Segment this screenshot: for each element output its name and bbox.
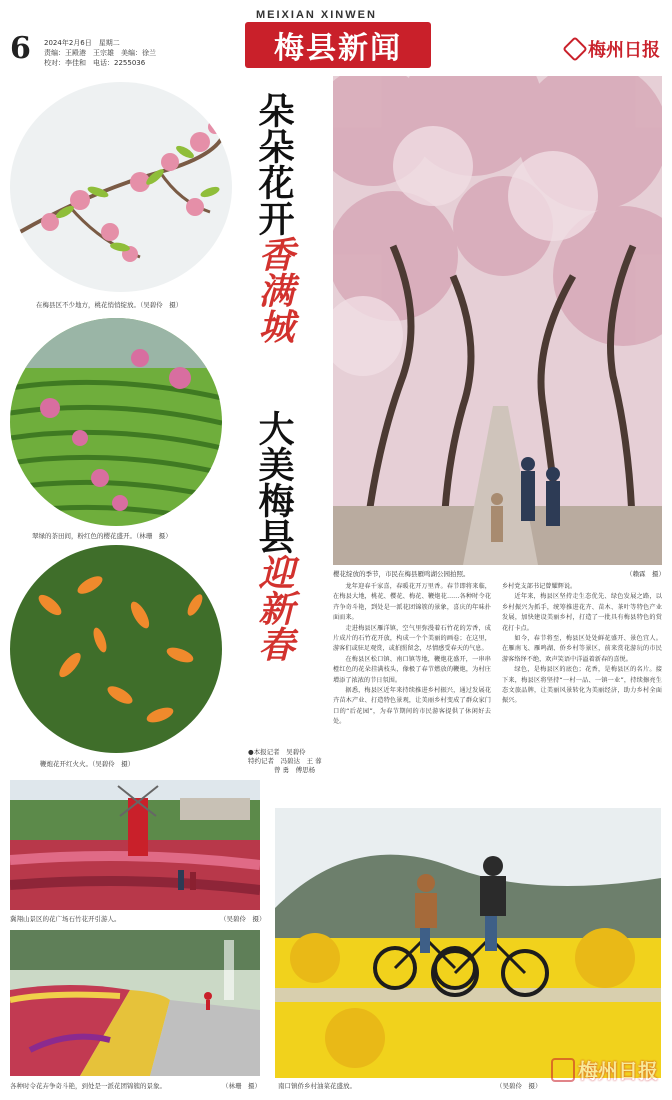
- firecracker-flower-caption: 鞭炮花开红火火。（吴碧伶 摄）: [40, 760, 135, 768]
- cherry-blossom-main-photo: [333, 76, 662, 565]
- article-paragraph: 近年来，梅县区坚持走生态优先、绿色发展之路，以乡村振兴为抓手，统筹推进花卉、苗木、茶叶等特色产业发展，加快建设美丽乡村，打造了一批具有梅县特色的赏花打卡点。: [502, 593, 662, 632]
- main-photo-credit: （赖霖 摄）: [626, 570, 665, 578]
- rapeseed-cyclists-photo: [275, 808, 661, 1078]
- rapeseed-photo-credit: （吴碧伶 摄）: [496, 1082, 542, 1090]
- byline-line-2: 特约记者 冯碧达 王 蓉: [248, 757, 322, 765]
- flower-beds-photo: [10, 930, 260, 1076]
- watermark-logo-icon: [551, 1058, 575, 1082]
- page-number: 6: [10, 31, 31, 66]
- windmill-flower-square-photo: [10, 780, 260, 910]
- flower-beds-image: [10, 930, 260, 1076]
- paper-name: 梅州日报: [588, 40, 660, 61]
- tea-field-caption: 翠绿的茶田间，粉红色的樱花盛开。（林珊 摄）: [32, 532, 172, 540]
- flower-beds-credit: （林珊 摄）: [222, 1082, 261, 1090]
- flower-beds-caption: 各种时令花卉争奇斗艳，到处是一派花团锦簇的景象。: [10, 1082, 166, 1090]
- main-photo-caption: 樱花绽放的季节，市民在梅县雁鸣湖公园拍照。: [333, 570, 470, 578]
- firecracker-flower-image: [10, 545, 222, 753]
- headline-part2-black: 大美梅县: [253, 410, 295, 554]
- editor-line: 责编：王殿港 王宗雄 美编：徐兰: [44, 49, 156, 57]
- proof-line: 校对：李佳和 电话：2255036: [44, 59, 146, 67]
- article-paragraph: 走进梅县区雁洋镇，空气里弥漫着石竹花的芳香，成片成片的石竹花开放，构成一个个美丽的画卷；在这里，游客们或驻足观赏，或拍照留念，尽情感受春天的气息。: [333, 624, 491, 653]
- section-title: 梅县新闻: [274, 31, 402, 66]
- rapeseed-photo-caption: 南口镇侨乡村油菜花盛放。: [278, 1082, 356, 1090]
- headline-part1: [252, 92, 296, 344]
- byline-line-3: 曾 勇 傅思杨: [274, 766, 316, 774]
- article-column-2: [502, 582, 662, 792]
- article-byline: [248, 748, 322, 775]
- newspaper-logo-icon: [562, 36, 587, 61]
- article-column-1: [333, 582, 491, 770]
- section-banner: [245, 22, 431, 68]
- headline-part2-red: 迎新春: [253, 554, 295, 662]
- article-paragraph: 乡村党支部书记曾耀辉说。: [502, 583, 577, 590]
- windmill-photo-caption: 冀翔山景区的花广场石竹花开引游人。: [10, 915, 121, 923]
- section-pinyin: MEIXIAN XINWEN: [256, 9, 377, 21]
- headline-part2: [252, 410, 296, 662]
- date-line: 2024年2月6日 星期二: [44, 39, 120, 47]
- masthead: [566, 36, 660, 62]
- cherry-blossom-main-image: [333, 76, 662, 565]
- peach-blossom-caption: 在梅县区不少地方，桃花悄悄绽放。（吴碧伶 摄）: [36, 301, 183, 309]
- article-paragraph: 龙年迎春千家喜，春暖花开万里香。春节即将来临，在梅县大地，桃花、樱花、梅花、鞭炮花……各种时令花卉争奇斗艳，到处是一派花团锦簇的景象，喜庆的年味扑面而来。: [333, 583, 491, 622]
- windmill-flower-square-image: [10, 780, 260, 910]
- paper-watermark: [551, 1055, 658, 1084]
- peach-blossom-image: [10, 82, 232, 292]
- watermark-text: 梅州日报: [578, 1059, 658, 1083]
- firecracker-flower-photo: [10, 545, 222, 753]
- rapeseed-cyclists-image: [275, 808, 661, 1078]
- article-paragraph: 在梅县区松口镇、南口镇等地，鞭炮花盛开，一串串橙红色的花朵挂满枝头，像极了春节燃放的鞭炮，为村庄增添了浓浓的节日氛围。: [333, 655, 491, 684]
- page-header: [0, 0, 672, 80]
- byline-line-1: ●本报记者 吴碧伶: [248, 748, 306, 756]
- tea-field-photo: [10, 318, 222, 526]
- windmill-photo-credit: （吴碧伶 摄）: [220, 915, 266, 923]
- tea-field-image: [10, 318, 222, 526]
- article-paragraph: 据悉，梅县区近年来持续推进乡村振兴，通过发展花卉苗木产业、打造特色景观，让美丽乡村变成了群众家门口的“后花园”，为春节期间的市民游客提供了休闲好去处。: [333, 687, 491, 726]
- page-meta: [44, 38, 156, 68]
- article-paragraph: 如今，春节将至，梅县区处处鲜花盛开、景色宜人。在雁南飞、雁鸣湖、侨乡村等景区，前来赏花游玩的市民游客络绎不绝，欢声笑语中洋溢着新春的喜悦。: [502, 635, 662, 663]
- headline-part1-black: 朵朵花开: [253, 92, 295, 236]
- peach-blossom-photo: [10, 82, 232, 292]
- article-paragraph: 绿色，是梅县区的底色；花香，是梅县区的名片。接下来，梅县区将坚持“一村一品、一镇一业”，持续擦亮生态文旅品牌，让美丽风景转化为美丽经济，助力乡村全面振兴。: [502, 666, 662, 705]
- headline-part1-red: 香满城: [253, 236, 295, 344]
